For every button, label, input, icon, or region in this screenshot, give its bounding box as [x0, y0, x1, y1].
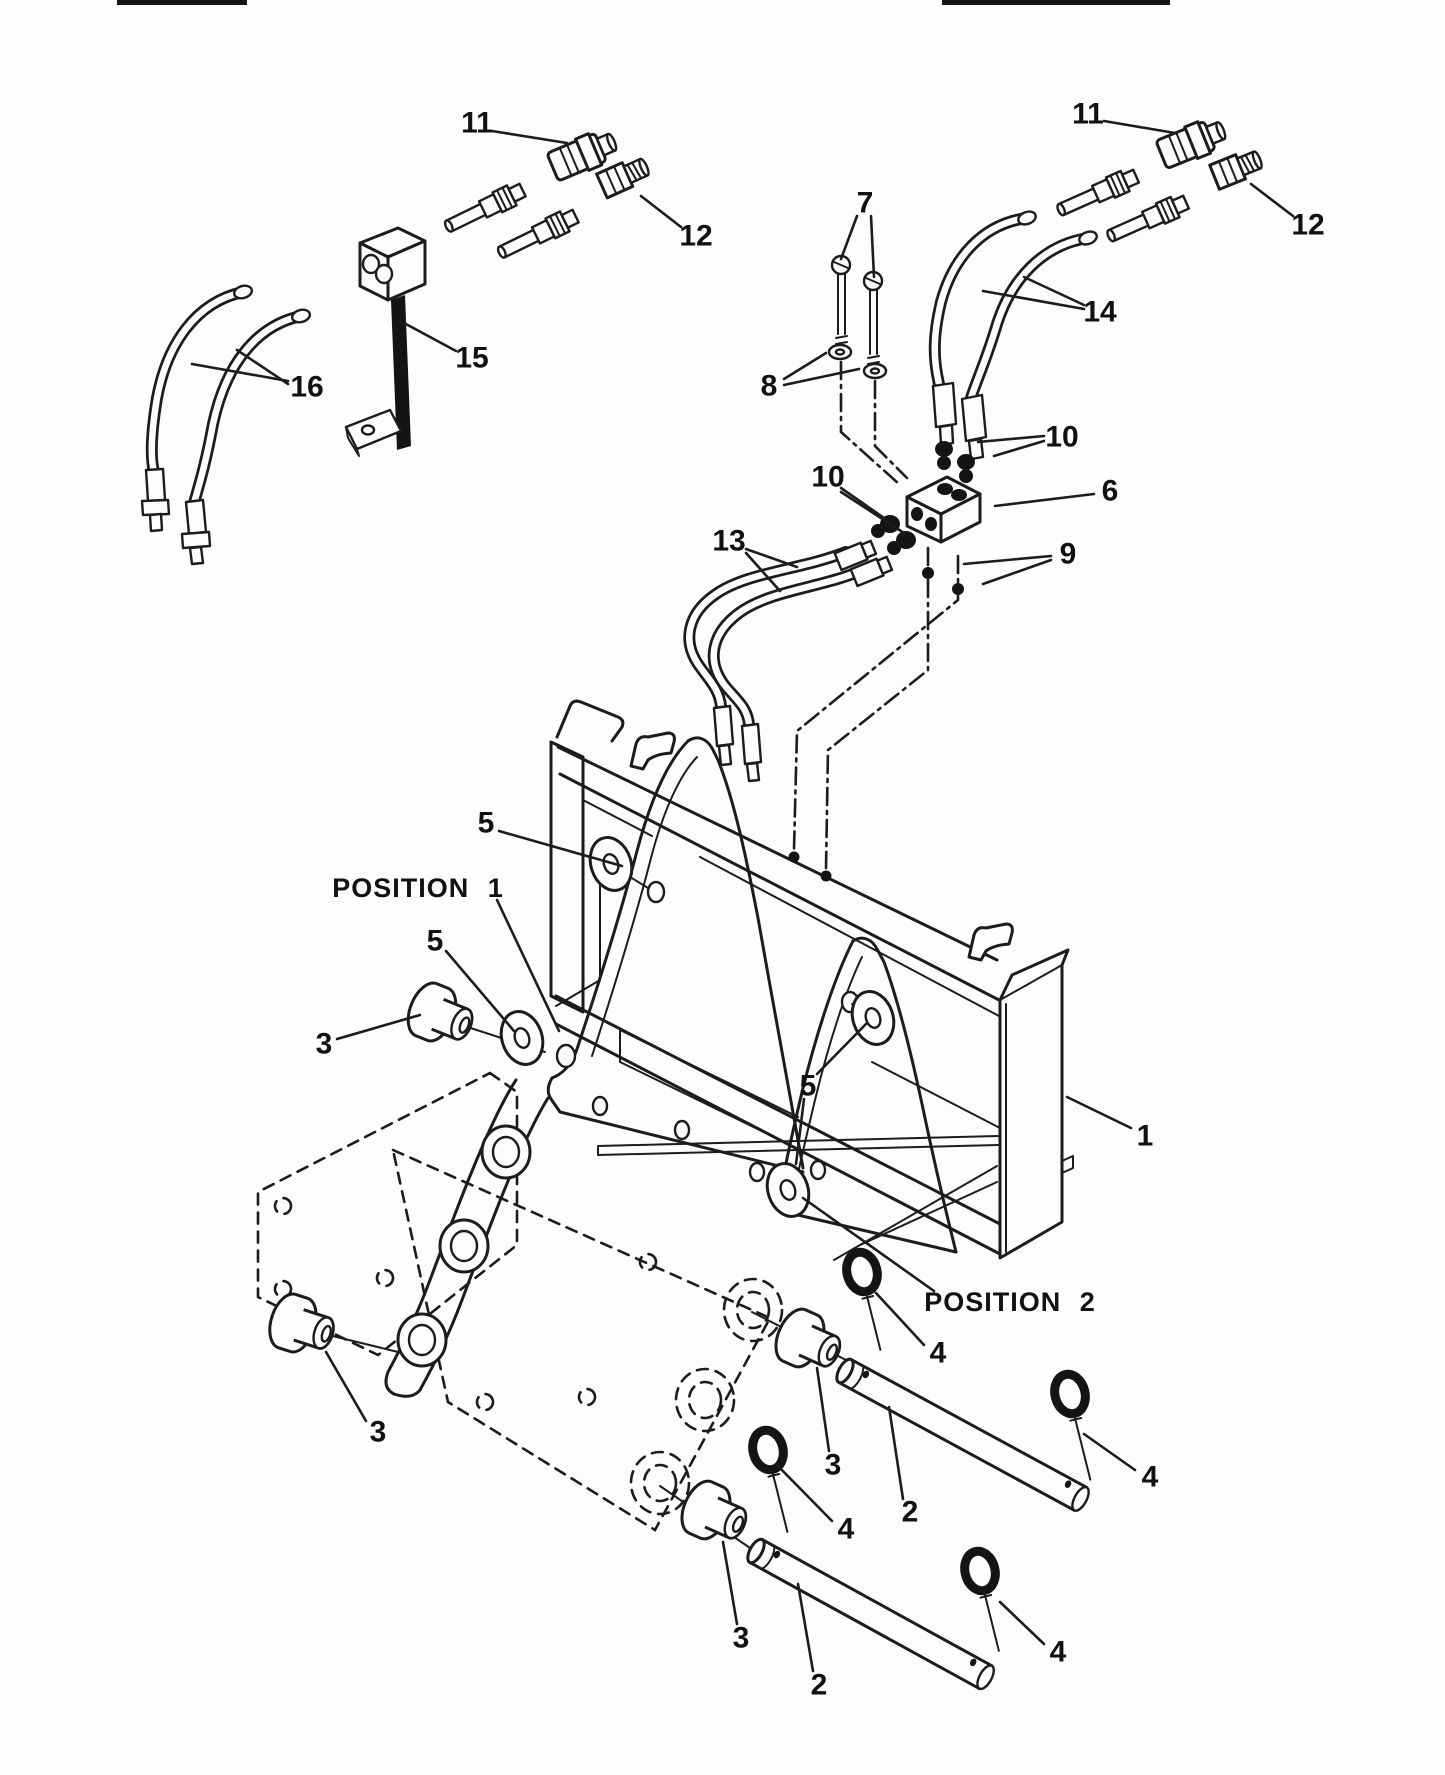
leader-line — [492, 131, 567, 143]
part-number-label: 14 — [1083, 295, 1117, 329]
part-number-label: 16 — [290, 370, 324, 404]
bushing — [401, 978, 480, 1054]
part-number-label: 3 — [732, 1621, 750, 1655]
lynch-pin — [961, 1548, 1015, 1654]
hose-end-fitting — [1104, 192, 1191, 247]
washers-5 — [495, 832, 901, 1222]
part-number-label: 12 — [1291, 208, 1325, 242]
part-number-label: 3 — [315, 1027, 333, 1061]
leader-line — [641, 196, 681, 227]
leader-line — [871, 216, 874, 277]
leader-line — [404, 323, 456, 351]
lynch-pin — [749, 1427, 803, 1535]
callout-8-8 — [761, 353, 859, 403]
leader-line — [746, 549, 797, 567]
arm-plate-phantom-2 — [393, 1150, 782, 1530]
port-fitting-10 — [935, 441, 953, 457]
callout-5-18 — [796, 1024, 866, 1164]
part-number-label: 2 — [810, 1668, 828, 1702]
callout-15-2 — [404, 323, 489, 375]
part-number-label: 4 — [929, 1336, 947, 1370]
callout-16-3 — [192, 350, 324, 404]
part-number-label: 12 — [679, 219, 713, 253]
leader-line — [1084, 1434, 1135, 1470]
leader-line — [983, 560, 1051, 584]
hose-pair-lower-13 — [689, 539, 892, 781]
leader-line — [1000, 1602, 1044, 1644]
leader-line — [841, 488, 884, 518]
leader-line — [841, 216, 857, 259]
part-number-label: 4 — [837, 1512, 855, 1546]
leader-line — [1104, 121, 1175, 133]
callout-1-19 — [1067, 1097, 1153, 1153]
routing-centerlines — [789, 362, 965, 882]
callout-3-29 — [326, 1352, 386, 1449]
part-number-label: 6 — [1101, 474, 1119, 508]
leader-line — [723, 1542, 737, 1624]
part-number-label: 10 — [1045, 420, 1079, 454]
part-number-label: 15 — [455, 341, 489, 375]
leader-line — [803, 1198, 934, 1291]
callout-3-17 — [316, 1015, 420, 1061]
callout-11-0 — [461, 107, 567, 144]
hose-clamp-bracket-15 — [346, 228, 425, 456]
mount-pin-lower — [744, 1537, 997, 1692]
callout-12-5 — [1251, 184, 1325, 242]
beam-hook-tab-right — [969, 924, 1012, 960]
page-border-fragments — [117, 0, 1170, 5]
leader-line — [1067, 1097, 1131, 1128]
part-number-label: 7 — [856, 186, 874, 220]
callout-6-10 — [995, 475, 1118, 508]
part-number-label: 13 — [712, 524, 746, 558]
callout-4-24 — [1084, 1434, 1159, 1494]
callout-10-9 — [978, 421, 1079, 457]
bracket1-upper-hole — [648, 882, 664, 902]
hose-pair-left-16 — [142, 284, 311, 564]
part-number-label: 3 — [824, 1448, 842, 1482]
callout-4-25 — [776, 1464, 855, 1546]
leader-line — [978, 436, 1044, 442]
callout-9-13 — [964, 538, 1076, 585]
bushing — [263, 1290, 340, 1363]
hose-end-fitting — [1054, 166, 1141, 221]
port-fitting-10 — [957, 454, 975, 470]
bracket1-pivot-hole — [557, 1045, 575, 1067]
part-number-label: 10 — [811, 460, 845, 494]
part-number-label: 5 — [799, 1069, 817, 1103]
part-number-label: 9 — [1059, 537, 1077, 571]
part-number-label: 4 — [1141, 1460, 1159, 1494]
leader-line — [237, 350, 288, 384]
leader-line — [776, 1464, 832, 1521]
bushing — [675, 1475, 755, 1552]
part-number-label: POSITION 1 — [332, 873, 504, 903]
leader-line — [326, 1352, 366, 1421]
callout-3-26 — [723, 1542, 749, 1655]
leader-line — [995, 494, 1094, 506]
part-number-label: 3 — [369, 1415, 387, 1449]
part-number-label: 8 — [760, 369, 778, 403]
part-number-label: 11 — [1072, 97, 1104, 131]
lynch-pin — [843, 1249, 896, 1353]
part-number-label: 5 — [426, 924, 444, 958]
hose-end-fitting — [441, 180, 527, 237]
part-number-label: POSITION 2 — [924, 1287, 1096, 1317]
adapter-fitting-right-12 — [1210, 147, 1265, 189]
part-number-label: 11 — [461, 106, 493, 140]
leader-line — [876, 1293, 924, 1345]
hydraulic-valve-block-6 — [871, 441, 980, 555]
leader-line — [1251, 184, 1293, 216]
leader-line — [994, 441, 1044, 456]
part-number-label: 5 — [477, 806, 495, 840]
beam-hook-tab-left — [631, 733, 674, 769]
callout-2-23 — [889, 1407, 918, 1529]
leader-line — [964, 556, 1051, 564]
hose-end-fitting — [494, 206, 580, 263]
callout-11-4 — [1072, 98, 1175, 134]
leader-line — [784, 353, 826, 379]
leader-line — [889, 1407, 903, 1499]
part-number-label: 4 — [1049, 1635, 1067, 1669]
callout-12-1 — [641, 196, 713, 253]
leader-line — [817, 1024, 866, 1074]
adapter-strap — [386, 1080, 548, 1396]
port-plug-9 — [922, 567, 934, 579]
port-plug-9 — [952, 583, 964, 595]
callout-3-22 — [817, 1368, 841, 1482]
leader-line — [817, 1368, 829, 1451]
lynch-pin — [1051, 1371, 1106, 1483]
callout-4-28 — [1000, 1602, 1067, 1669]
leader-line — [337, 1015, 420, 1039]
part-number-label: 1 — [1136, 1119, 1154, 1153]
part-number-label: 2 — [901, 1495, 919, 1529]
